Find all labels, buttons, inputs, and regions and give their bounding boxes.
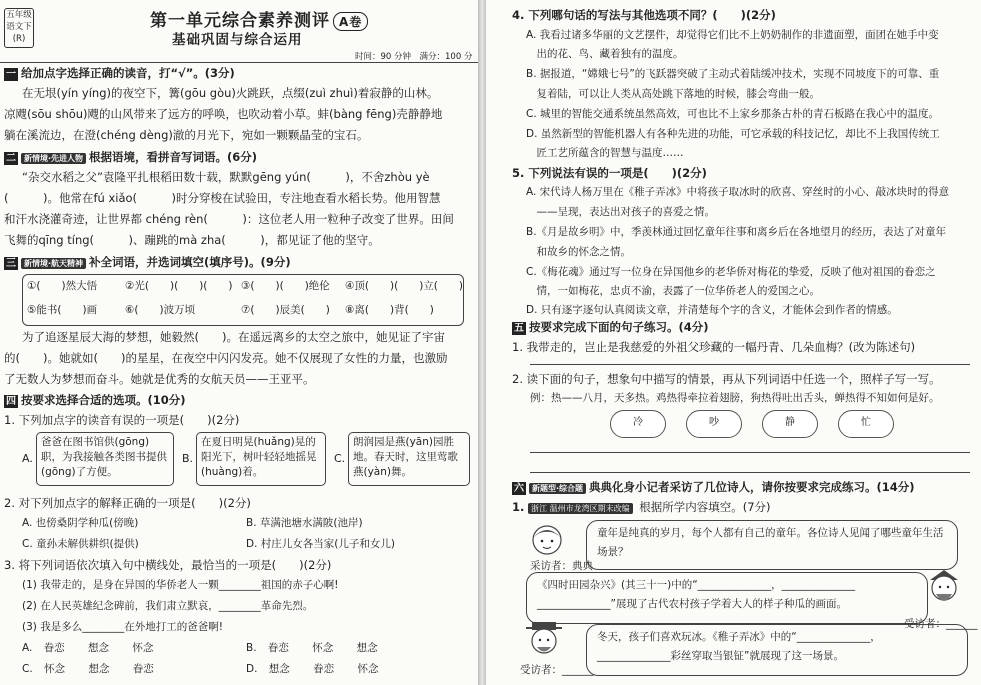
grade-label: 五年级 <box>6 10 32 20</box>
q5-stem: 5. 下列说法有误的一项是( )(2分) <box>512 166 707 180</box>
word-item: ③( )( )绝伦 <box>241 280 330 292</box>
q1-option-b-label: B. <box>182 452 194 465</box>
s2-line: “杂交水稻之父”袁隆平扎根稻田数十载，默默gēng yún( )，不舍zhòu yè <box>22 170 430 184</box>
q5-option-line: 和故乡的怀念之情。 <box>526 246 631 258</box>
poet1-speech-bubble <box>526 572 928 624</box>
q3-option-label: A. <box>22 642 33 654</box>
q4-option-line: C. 城里的智能交通系统虽然高效，可也比不上家乡那条古朴的青石板路在我心中的温度。 <box>526 108 940 120</box>
s3-line: 为了追逐星辰大海的梦想，她毅然( )。在遥远离乡的太空之旅中，她见证了宇宙 <box>22 330 445 344</box>
word-item: ②光( )( )( ) <box>125 280 233 292</box>
section6-tag: 新题型·综合题 <box>529 483 586 494</box>
q2-option: A. 也傍桑阴学种瓜(傍晚) <box>22 517 139 529</box>
s1-line: 躺在溪流边，在澄(chéng dèng)澈的月光下，宛如一颗颗晶莹的宝石。 <box>4 128 369 142</box>
q4-stem: 4. 下列哪句话的写法与其他选项不同？( )(2分) <box>512 8 776 22</box>
q1-option-a-label: A. <box>22 452 33 465</box>
s5-example: 例：热——八月，天多热。鸡热得牵拉着翅膀，狗热得吐出舌头，蝉热得不知如何是好。 <box>530 392 940 404</box>
answer-line[interactable] <box>530 452 970 453</box>
s6-q1-stem <box>512 500 771 514</box>
section4-number: 四 <box>6 396 16 407</box>
word-item: ⑧离( )背( ) <box>345 304 434 316</box>
word-item: ④顶( )( )立( ) <box>345 280 463 292</box>
time-score-info: 时间：90 分钟 满分：100 分 <box>355 52 473 62</box>
q3-word: 想念 <box>88 663 110 675</box>
poet2-line: 冬天，孩子们喜欢玩冰。《稚子弄冰》中的“______________， <box>597 631 881 643</box>
q1-option-a: 爸爸在图书馆供(gōng)职，为我接触各类图书提供(gōng)了方便。 <box>36 432 174 486</box>
section3-title: 补全词语，并选词填空(填序号)。(9分) <box>89 255 291 269</box>
q3-option-label: C. <box>22 663 33 675</box>
q1-option-b: 在夏日明晃(huǎng)晃的阳光下，树叶轻轻地摇晃(huàng)着。 <box>196 432 326 486</box>
s6-q1-text: 根据所学内容填空。(7分) <box>639 500 771 514</box>
answer-line[interactable] <box>530 472 970 473</box>
s1-line: 在无垠(yín yíng)的夜空下，篝(gōu gòu)火跳跃，点缀(zuì zhuì)着寂静的山林。 <box>22 86 439 100</box>
section1-number: 一 <box>6 69 16 80</box>
s3-line: 的( )。她就如( )的星星，在夜空中闪闪发亮。她不仅展现了女性的力量，也激励 <box>4 351 448 365</box>
q5-option-line: A. 宋代诗人杨万里在《稚子弄冰》中将孩子取冰时的欣喜、穿丝时的小心、敲冰块时的得意 <box>526 186 950 198</box>
s6-q1-source: 浙江 温州市龙湾区期末改编 <box>528 503 633 514</box>
q3-stem: 3. 将下列词语依次填入句中横线处，最恰当的一项是( )(2分) <box>4 558 332 572</box>
section5-title: 按要求完成下面的句子练习。(4分) <box>529 320 709 334</box>
word-table <box>22 274 464 326</box>
section5-heading <box>512 320 709 335</box>
q3-word: 怀念 <box>132 642 154 654</box>
section3-heading <box>4 255 291 270</box>
q3-word: 怀念 <box>44 663 66 675</box>
page-subtitle: 基础巩固与综合运用 <box>172 32 303 48</box>
q3-option-a <box>22 642 153 655</box>
s1-line: 凉飕(sōu shōu)飕的山风带来了远方的呼唤，也吹动着小草。蚌(bàng fēng)壳静静地 <box>4 107 443 121</box>
page-gutter <box>478 0 486 685</box>
poet1-line: 《四时田园杂兴》(其三十一)中的“______________，______________ <box>537 579 856 591</box>
q3-word: 眷恋 <box>267 642 289 654</box>
q3-word: 想念 <box>268 663 290 675</box>
q4-option-line: 出的花、鸟、藏着独有的温度。 <box>526 48 684 60</box>
s2-line: 和汗水浇灌奇迹，让世界都 chéng rèn( )：这位老人用一粒种子改变了世界。田间 <box>4 212 454 226</box>
grade-box <box>4 8 34 48</box>
q3-word: 怀念 <box>357 663 379 675</box>
s5-q1-stem: 1. 我带走的，岂止是我慈爱的外祖父珍藏的一幅丹青、几朵血梅？(改为陈述句) <box>512 340 916 354</box>
q3-option-c <box>22 663 154 676</box>
word-cloud-noisy: 吵 <box>686 410 742 438</box>
word-item: ⑤能书( )画 <box>27 304 98 316</box>
section6-number: 六 <box>514 483 524 494</box>
section4-heading <box>4 393 186 408</box>
section1-heading <box>4 66 235 81</box>
section2-tag: 新情境·先进人物 <box>21 153 86 164</box>
s6-q1-number: 1. <box>512 500 525 514</box>
reporter-avatar-icon <box>526 520 568 560</box>
section2-title: 根据语境，看拼音写词语。(6分) <box>89 150 258 164</box>
word-cloud-busy: 忙 <box>838 410 894 438</box>
q5-option-line: C.《梅花魂》通过写一位身在异国他乡的老华侨对梅花的挚爱，反映了他对祖国的眷恋之 <box>526 266 936 278</box>
q3-word: 眷恋 <box>313 663 335 675</box>
section1-title: 给加点字选择正确的读音，打“√”。(3分) <box>21 66 235 80</box>
q3-word: 怀念 <box>312 642 334 654</box>
word-item: ①( )然大悟 <box>27 280 98 292</box>
poet2-line: ______________彩丝穿取当银钲”就展现了这一场景。 <box>597 650 844 662</box>
section2-heading <box>4 150 257 165</box>
q3-word: 眷恋 <box>132 663 154 675</box>
s2-line: ( )。他常在fú xiǎo( )时分穿梭在试验田，专注地查看水稻长势。他用智慧 <box>4 191 441 205</box>
section3-number: 三 <box>6 258 16 269</box>
q4-option-line: D. 虽然新型的智能机器人有各种先进的功能，可它承载的科技记忆，却比不上我国传统工 <box>526 128 940 140</box>
q3-line: (3) 我是多么________在外地打工的爸爸啊! <box>22 621 223 633</box>
q2-option: B. 草满池塘水满陂(池岸) <box>246 517 363 529</box>
q4-option-line: 匠工艺所蕴含的智慧与温度…… <box>526 147 684 159</box>
subject-label: 语文下 <box>6 22 32 32</box>
header-divider <box>0 62 478 63</box>
q4-option-line: 复着陆，可以让人类从高处跳下落地的时候，膝会弯曲一般。 <box>526 88 820 100</box>
section6-title: 典典化身小记者采访了几位诗人，请你按要求完成练习。(14分) <box>589 480 915 494</box>
poet-avatar-icon <box>522 618 566 662</box>
word-cloud-quiet: 静 <box>762 410 818 438</box>
q4-option-line: B. 据报道，“嫦娥七号”的飞跃器突破了主动式着陆缓冲技术，实现不同坡度下的可靠、重 <box>526 68 940 80</box>
q2-stem: 2. 对下列加点字的解释正确的一项是( )(2分) <box>4 496 251 510</box>
interviewer-label: 采访者：典典 <box>530 560 593 572</box>
title-text: 第一单元综合素养测评 <box>150 11 330 31</box>
s3-line: 了无数人为梦想而奋斗。她就是优秀的女航天员——王亚平。 <box>4 372 315 386</box>
q1-option-c: 朗润园是燕(yān)园胜地。春天时，这里莺歌燕(yàn)舞。 <box>348 432 470 486</box>
q4-option-line: A. 我看过诸多华丽的文艺摆件，却觉得它们比不上奶奶制作的非遗面塑，面团在她手中变 <box>526 29 939 41</box>
q2-option: C. 童孙未解供耕织(提供) <box>22 538 139 550</box>
s2-line: 飞舞的qīng tíng( )、蹦跳的mà zha( )，都见证了他的坚守。 <box>4 233 380 247</box>
interviewee-label: 受访者：______ <box>904 618 978 630</box>
q3-line: (1) 我带走的，是身在异国的华侨老人一颗________祖国的赤子心啊! <box>22 579 339 591</box>
q1-stem: 1. 下列加点字的读音有误的一项是( )(2分) <box>4 413 240 427</box>
reporter-speech-bubble: 童年是纯真的岁月，每个人都有自己的童年。各位诗人见闻了哪些童年生活场景？ <box>586 520 958 570</box>
q5-option-line: D. 只有逐字逐句认真阅读文章，并清楚每个字的含义，才能体会到作者的情感。 <box>526 304 898 316</box>
q3-line: (2) 在人民英雄纪念碑前，我们肃立默哀，________革命先烈。 <box>22 600 314 612</box>
section5-number: 五 <box>514 323 524 334</box>
section4-title: 按要求选择合适的选项。(10分) <box>21 393 186 407</box>
s5-q2-stem: 2. 读下面的句子，想象句中描写的情景，再从下列词语中任选一个，照样子写一写。 <box>512 372 941 386</box>
q3-word: 眷恋 <box>43 642 65 654</box>
q2-option: D. 村庄儿女各当家(儿子和女儿) <box>246 538 395 550</box>
q3-option-d <box>246 663 378 676</box>
q5-option-line: ——呈现，表达出对孩子的喜爱之情。 <box>526 206 715 218</box>
interviewee-label: 受访者：______ <box>520 664 594 676</box>
word-item: ⑥( )波万顷 <box>125 304 196 316</box>
poet2-speech-bubble <box>586 624 968 676</box>
q3-option-label: D. <box>246 663 258 675</box>
right-page <box>486 0 981 685</box>
paper-badge: A卷 <box>333 12 368 31</box>
q5-option-line: 情，一如梅花，忠贞不渝，表露了一位华侨老人的爱国之心。 <box>526 285 820 297</box>
q3-option-b <box>246 642 378 655</box>
q5-option-line: B.《月是故乡明》中，季羡林通过回忆童年往事和离乡后在各地望月的经历，表达了对童年 <box>526 226 947 238</box>
answer-line[interactable] <box>530 364 970 365</box>
left-page <box>0 0 478 685</box>
word-item: ⑦( )辰美( ) <box>241 304 330 316</box>
poet1-line: ______________”展现了古代农村孩子学着大人的样子种瓜的画面。 <box>537 598 847 610</box>
edition-label: (R) <box>12 34 26 44</box>
q1-option-c-label: C. <box>334 452 346 465</box>
poet-avatar-icon <box>922 566 966 610</box>
q3-option-label: B. <box>246 642 257 654</box>
word-cloud-cold: 冷 <box>610 410 666 438</box>
q3-word: 想念 <box>356 642 378 654</box>
section6-heading <box>512 480 915 495</box>
section2-number: 二 <box>6 153 16 164</box>
section3-tag: 新情境·航天精神 <box>21 258 86 269</box>
q3-word: 想念 <box>88 642 110 654</box>
